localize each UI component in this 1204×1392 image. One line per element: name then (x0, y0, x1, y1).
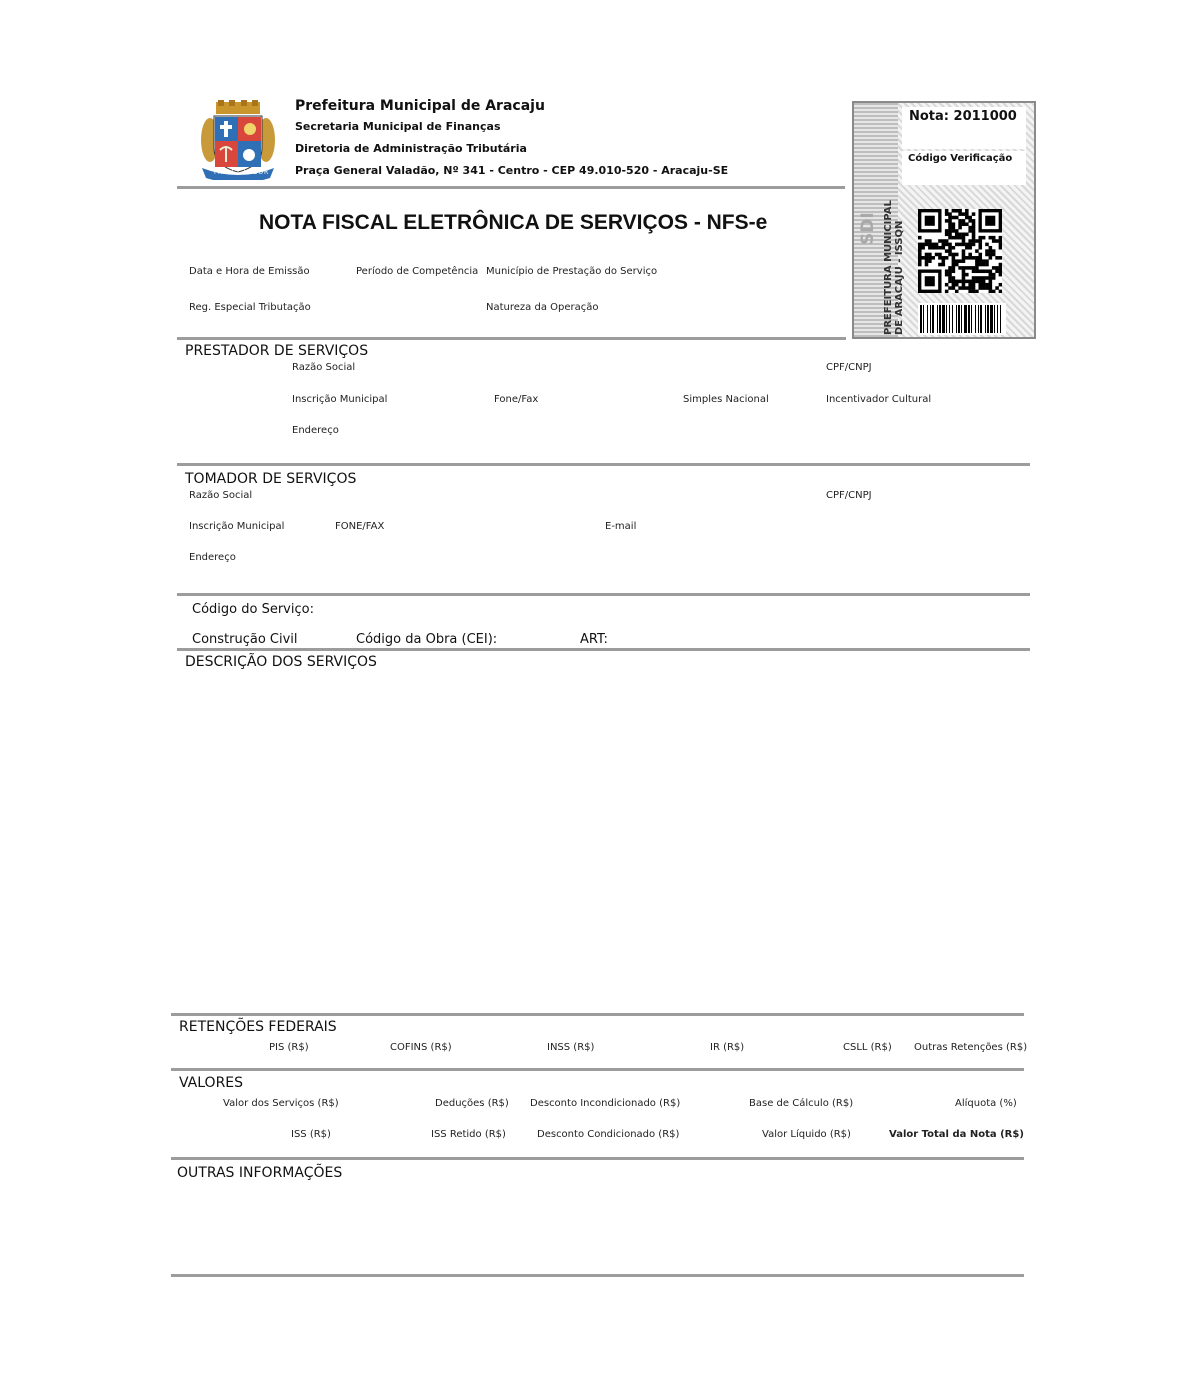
prestador-inscricao-label: Inscrição Municipal (292, 394, 388, 405)
municipal-crest (200, 100, 276, 180)
stamp-vertical-text: PREFEITURA MUNICIPAL DE ARACAJU - ISSQN (883, 200, 905, 335)
ir-label: IR (R$) (710, 1042, 745, 1053)
desconto-incondicionado-label: Desconto Incondicionado (R$) (530, 1098, 681, 1109)
tomador-inscricao-label: Inscrição Municipal (189, 521, 285, 532)
natureza-operacao-label: Natureza da Operação (486, 302, 599, 313)
valores-divider (171, 1157, 1024, 1160)
tomador-fone-label: FONE/FAX (335, 521, 385, 532)
csll-label: CSLL (R$) (843, 1042, 892, 1053)
retencoes-divider (171, 1068, 1024, 1071)
prestador-endereco-label: Endereço (292, 425, 339, 436)
retencoes-title: RETENÇÕES FEDERAIS (179, 1019, 337, 1035)
servico-divider (177, 648, 1030, 651)
deducoes-label: Deduções (R$) (435, 1098, 509, 1109)
codigo-servico-label: Código do Serviço: (192, 602, 314, 617)
qr-code (918, 209, 1002, 293)
outras-informacoes-title: OUTRAS INFORMAÇÕES (177, 1165, 343, 1181)
municipio-prestacao-label: Município de Prestação do Serviço (486, 266, 658, 277)
header-address: Praça General Valadão, Nº 341 - Centro - CEP 49.010-520 - Aracaju-SE (295, 164, 729, 177)
header-divider (177, 186, 845, 189)
prestador-title: PRESTADOR DE SERVIÇOS (185, 343, 369, 359)
barcode (918, 303, 1006, 335)
prestador-simples-label: Simples Nacional (683, 394, 769, 405)
inss-label: INSS (R$) (547, 1042, 595, 1053)
footer-divider (171, 1274, 1024, 1277)
tomador-razao-social-label: Razão Social (189, 490, 253, 501)
base-calculo-label: Base de Cálculo (R$) (749, 1098, 854, 1109)
periodo-competencia-label: Período de Competência (356, 266, 479, 277)
prestador-incentivador-label: Incentivador Cultural (826, 394, 932, 405)
crest-motto: PAX ET LABOR (214, 169, 270, 176)
prestador-divider (177, 463, 1030, 466)
descricao-title: DESCRIÇÃO DOS SERVIÇOS (185, 654, 377, 670)
aliquota-label: Alíquota (%) (955, 1098, 1017, 1109)
iss-label: ISS (R$) (291, 1129, 331, 1140)
descricao-divider (171, 1013, 1024, 1016)
tomador-cpf-cnpj-label: CPF/CNPJ (826, 490, 872, 501)
prestador-fone-label: Fone/Fax (494, 394, 539, 405)
valor-servicos-label: Valor dos Serviços (R$) (223, 1098, 339, 1109)
tomador-divider (177, 593, 1030, 596)
data-hora-emissao-label: Data e Hora de Emissão (189, 266, 310, 277)
valores-title: VALORES (179, 1075, 244, 1091)
iss-retido-label: ISS Retido (R$) (431, 1129, 506, 1140)
pis-label: PIS (R$) (269, 1042, 309, 1053)
header-diretoria: Diretoria de Administração Tributária (295, 142, 527, 155)
cofins-label: COFINS (R$) (390, 1042, 452, 1053)
construcao-civil-label: Construção Civil (192, 632, 298, 647)
document-title: NOTA FISCAL ELETRÔNICA DE SERVIÇOS - NFS-e (259, 211, 768, 234)
desconto-condicionado-label: Desconto Condicionado (R$) (537, 1129, 680, 1140)
verification-stamp (852, 101, 1036, 339)
regime-especial-label: Reg. Especial Tributação (189, 302, 311, 313)
header-org: Prefeitura Municipal de Aracaju (295, 98, 545, 114)
header-secretaria: Secretaria Municipal de Finanças (295, 120, 501, 133)
valor-liquido-label: Valor Líquido (R$) (762, 1129, 851, 1140)
emissao-divider (177, 337, 846, 340)
tomador-title: TOMADOR DE SERVIÇOS (185, 471, 357, 487)
prestador-cpf-cnpj-label: CPF/CNPJ (826, 362, 872, 373)
codigo-verificacao-label: Código Verificação (908, 153, 1013, 164)
tomador-endereco-label: Endereço (189, 552, 236, 563)
prestador-razao-social-label: Razão Social (292, 362, 356, 373)
outras-retencoes-label: Outras Retenções (R$) (914, 1042, 1028, 1053)
codigo-obra-label: Código da Obra (CEI): (356, 632, 498, 647)
tomador-email-label: E-mail (605, 521, 637, 532)
nota-number: Nota: 2011000 (909, 109, 1017, 124)
art-label: ART: (580, 632, 608, 647)
valor-total-label: Valor Total da Nota (R$) (889, 1129, 1024, 1140)
stamp-watermark: SDI (858, 212, 878, 245)
